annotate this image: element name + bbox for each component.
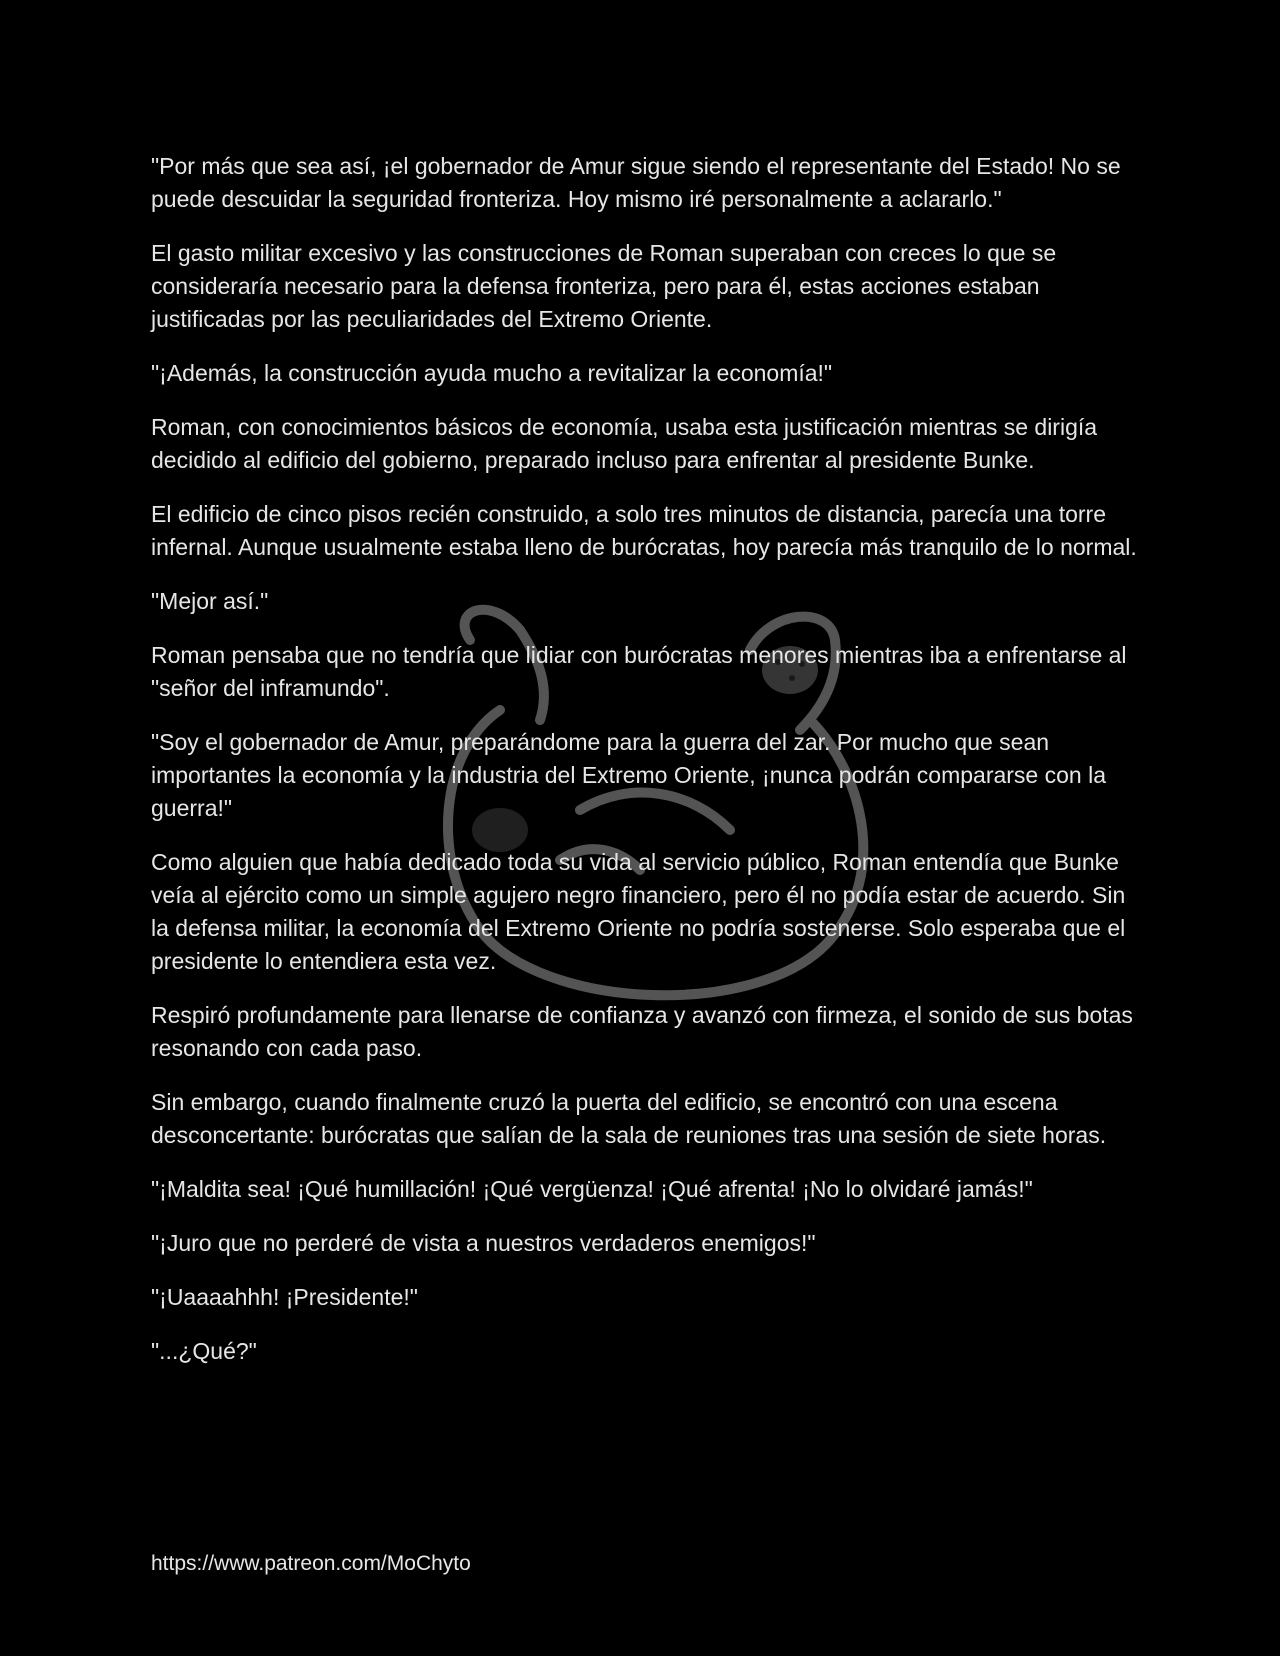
paragraph: "...¿Qué?": [151, 1338, 257, 1364]
paragraph: "¡Maldita sea! ¡Qué humillación! ¡Qué vergüenza! ¡Qué afrenta! ¡No lo olvidaré jamás!": [151, 1176, 1033, 1202]
paragraph: El gasto militar excesivo y las construcciones de Roman superaban con creces lo que se consideraría necesario para la defensa fronteriza, pero para él, estas acciones estaban justificadas por las peculiaridades del Extremo Oriente.: [151, 240, 1057, 332]
paragraph: Como alguien que había dedicado toda su vida al servicio público, Roman entendía que Bunke veía al ejército como un simple agujero negro financiero, pero él no podía estar de acuerdo. Sin la defensa militar, la economía del Extremo Oriente no podría sostenerse. Solo esperaba que el presidente lo entendiera esta vez.: [151, 849, 1126, 974]
paragraph: "Soy el gobernador de Amur, preparándome para la guerra del zar. Por mucho que sean importantes la economía y la industria del Extremo Oriente, ¡nunca podrán compararse con la guerra!": [151, 729, 1106, 821]
paragraph: "¡Además, la construcción ayuda mucho a revitalizar la economía!": [151, 360, 833, 386]
paragraph: "¡Uaaaahhh! ¡Presidente!": [151, 1284, 418, 1310]
patreon-link[interactable]: https://www.patreon.com/MoChyto: [151, 1552, 471, 1575]
paragraph: Respiró profundamente para llenarse de confianza y avanzó con firmeza, el sonido de sus botas resonando con cada paso.: [151, 1002, 1133, 1061]
paragraph: "Mejor así.": [151, 588, 269, 614]
paragraph: Sin embargo, cuando finalmente cruzó la puerta del edificio, se encontró con una escena desconcertante: burócratas que salían de la sala de reuniones tras una sesión de siete horas.: [151, 1089, 1107, 1148]
paragraph: Roman pensaba que no tendría que lidiar con burócratas menores mientras iba a enfrentarse al "señor del inframundo".: [151, 642, 1127, 701]
paragraph: El edificio de cinco pisos recién construido, a solo tres minutos de distancia, parecía una torre infernal. Aunque usualmente estaba lleno de burócratas, hoy parecía más tranquilo de lo normal.: [151, 501, 1137, 560]
paragraph: "¡Juro que no perderé de vista a nuestros verdaderos enemigos!": [151, 1230, 816, 1256]
paragraph: "Por más que sea así, ¡el gobernador de Amur sigue siendo el representante del Estado! No se puede descuidar la seguridad fronteriza. Hoy mismo iré personalmente a aclararlo.": [151, 153, 1121, 212]
document-body: [151, 150, 1141, 1389]
paragraph: Roman, con conocimientos básicos de economía, usaba esta justificación mientras se dirigía decidido al edificio del gobierno, preparado incluso para enfrentar al presidente Bunke.: [151, 414, 1098, 473]
